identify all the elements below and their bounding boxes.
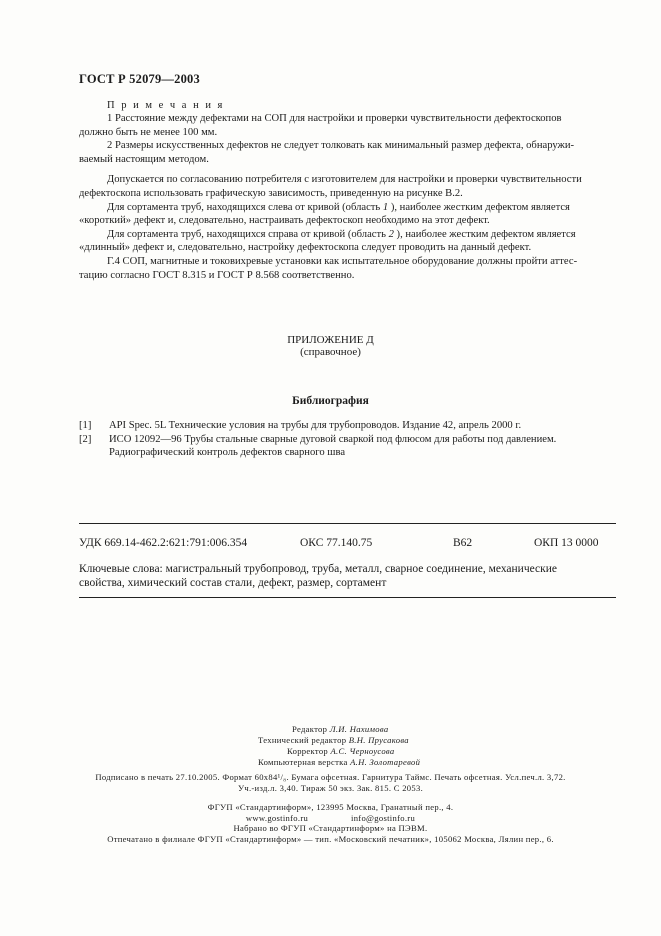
appendix-title: ПРИЛОЖЕНИЕ Д (287, 334, 374, 346)
paragraph-3-line-1: Для сортамента труб, находящихся справа от кривой (область 2 ), наиболее жестким дефектом является (107, 228, 576, 240)
publisher-email[interactable]: info@gostinfo.ru (351, 813, 416, 823)
notes-title: П р и м е ч а н и я (107, 100, 225, 111)
bibliography-title: Библиография (292, 395, 369, 407)
paragraph-1-line-2: дефектоскопа использовать графическую зависимость, приведенную на рисунке В.2. (79, 187, 463, 199)
oks-code: ОКС 77.140.75 (300, 537, 373, 549)
divider-top (79, 523, 616, 524)
credit-corrector: Корректор А.С. Черноусова (287, 746, 395, 756)
area-2-label: 2 (388, 228, 394, 240)
paragraph-4-line-2: тацию согласно ГОСТ 8.315 и ГОСТ Р 8.568 соответственно. (79, 269, 355, 281)
divider-bottom (79, 597, 616, 598)
note-1-line-1: 1 Расстояние между дефектами на СОП для настройки и проверки чувствительности дефектоскопов (107, 113, 562, 124)
notes-block (79, 112, 616, 282)
bibliography-item-number: [1] (79, 420, 92, 431)
publisher-typeset: Набрано во ФГУП «Стандартинформ» на ПЭВМ. (233, 823, 428, 833)
credit-editor: Редактор Л.И. Нахимова (292, 724, 389, 734)
bibliography-item-text: ИСО 12092—96 Трубы стальные сварные дуговой сваркой под флюсом для работы под давлением. (109, 433, 557, 445)
paragraph-3-line-2: «длинный» дефект и, следовательно, настройку дефектоскопа следует проводить на данный дефект. (79, 242, 532, 254)
publisher-address: ФГУП «Стандартинформ», 123995 Москва, Гранатный пер., 4. (207, 802, 454, 812)
bibliography-item (79, 419, 616, 433)
paragraph-2-line-1: Для сортамента труб, находящихся слева от кривой (область 1 ), наиболее жестким дефектом является (107, 201, 570, 213)
area-1-label: 1 (382, 201, 389, 213)
imprint-line-2: Уч.-изд.л. 3,40. Тираж 50 экз. Зак. 815. С 2053. (237, 783, 424, 793)
group-code: В62 (453, 537, 473, 549)
paragraph-1-line-1: Допускается по согласованию потребителя с изготовителем для настройки и проверки чувствительности (107, 174, 582, 186)
okp-code: ОКП 13 0000 (534, 537, 599, 549)
credit-layout: Компьютерная верстка А.Н. Золотаревой (258, 757, 421, 767)
publisher-website[interactable]: www.gostinfo.ru (245, 813, 309, 823)
credit-tech-editor: Технический редактор В.Н. Прусакова (258, 735, 409, 745)
paragraph-4-line-1: Г.4 СОП, магнитные и токовихревые установки как испытательное оборудование должны пройти аттес- (107, 255, 578, 267)
publisher-printed: Отпечатано в филиале ФГУП «Стандартинформ» — тип. «Московский печатник», 105062 Москва, Лялин пер., 6. (107, 834, 554, 844)
publisher-contacts (0, 813, 661, 823)
bibliography-item-number: [2] (79, 433, 92, 445)
bibliography-item-text-continued: Радиографический контроль дефектов сварного шва (109, 447, 346, 458)
bibliography-item-text: API Spec. 5L Технические условия на трубы для трубопроводов. Издание 42, апрель 2000 г. (109, 420, 522, 431)
bibliography-item (79, 433, 616, 447)
udk-code: УДК 669.14-462.2:621:791:006.354 (79, 537, 248, 549)
appendix-subtitle: (справочное) (300, 346, 361, 358)
bibliography-list (79, 419, 616, 460)
paragraph-2-line-2: «короткий» дефект и, следовательно, настраивать дефектоскоп необходимо на этот дефект. (79, 215, 490, 227)
bibliography-item-continuation (79, 446, 616, 460)
keywords (79, 563, 616, 590)
keywords-line-1: Ключевые слова: магистральный трубопровод, труба, металл, сварное соединение, механические (79, 563, 557, 575)
document-header: ГОСТ Р 52079—2003 (79, 72, 200, 86)
keywords-line-2: свойства, химический состав стали, дефект, размер, сортамент (79, 576, 387, 589)
note-1-line-2: должно быть не менее 100 мм. (79, 126, 218, 138)
note-2-line-2: ваемый настоящим методом. (79, 153, 209, 165)
imprint-line-1: Подписано в печать 27.10.2005. Формат 60х84¹/₈. Бумага офсетная. Гарнитура Таймс. Печать офсетная. Усл.печ.л. 3,72. (95, 772, 566, 782)
note-2-line-1: 2 Размеры искусственных дефектов не следует толковать как минимальный размер дефекта, обнаружи- (107, 140, 575, 152)
